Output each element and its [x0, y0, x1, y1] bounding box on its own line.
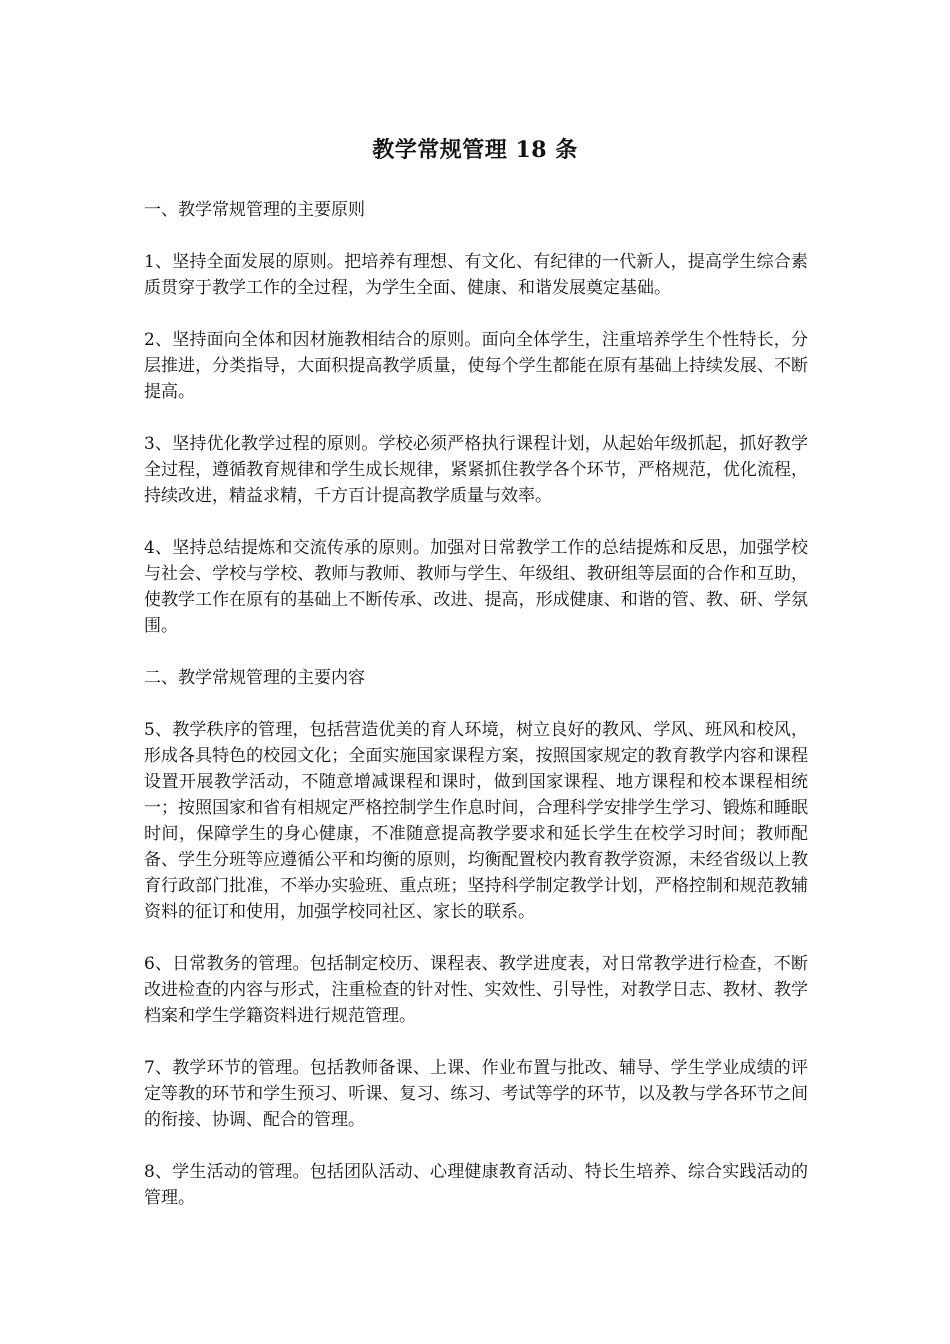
paragraph-item-3: 3、坚持优化教学过程的原则。学校必须严格执行课程计划，从起始年级抓起，抓好教学全过程，遵循教育规律和学生成长规律，紧紧抓住教学各个环节，严格规范，优化流程，持续改进，精益求精，千方百计提高教学质量与效率。 — [144, 434, 808, 506]
paragraph-item-1: 1、坚持全面发展的原则。把培养有理想、有文化、有纪律的一代新人，提高学生综合素质贯穿于教学工作的全过程，为学生全面、健康、和谐发展奠定基础。 — [144, 252, 808, 298]
paragraph-item-5: 5、教学秩序的管理，包括营造优美的育人环境，树立良好的教风、学风、班风和校风，形成各具特色的校园文化；全面实施国家课程方案，按照国家规定的教育教学内容和课程设置开展教学活动，不随意增减课程和课时，做到国家课程、地方课程和校本课程相统一；按照国家和省有相规定严格控制学生作息时间，合理科学安排学生学习、锻炼和睡眠时间，保障学生的身心健康，不准随意提高教学要求和延长学生在校学习时间；教师配备、学生分班等应遵循公平和均衡的原则，均衡配置校内教育教学资源，未经省级以上教育行政部门批准，不举办实验班、重点班；坚持科学制定教学计划，严格控制和规范教辅资料的征订和使用，加强学校同社区、家长的联系。 — [144, 720, 808, 922]
section-heading-contents: 二、教学常规管理的主要内容 — [144, 668, 365, 688]
paragraph-item-4: 4、坚持总结提炼和交流传承的原则。加强对日常教学工作的总结提炼和反思，加强学校与社会、学校与学校、教师与教师、教师与学生、年级组、教研组等层面的合作和互助，使教学工作在原有的基础上不断传承、改进、提高，形成健康、和谐的管、教、研、学氛围。 — [144, 538, 808, 636]
paragraph-item-8: 8、学生活动的管理。包括团队活动、心理健康教育活动、特长生培养、综合实践活动的管理。 — [144, 1162, 808, 1208]
section-heading-principles: 一、教学常规管理的主要原则 — [144, 200, 365, 220]
document-title: 教学常规管理 18 条 — [372, 137, 578, 163]
paragraph-item-6: 6、日常教务的管理。包括制定校历、课程表、教学进度表，对日常教学进行检查，不断改进检查的内容与形式，注重检查的针对性、实效性、引导性，对教学日志、教材、教学档案和学生学籍资料进行规范管理。 — [144, 954, 808, 1026]
document-body — [144, 197, 808, 1237]
paragraph-item-7: 7、教学环节的管理。包括教师备课、上课、作业布置与批改、辅导、学生学业成绩的评定等教的环节和学生预习、听课、复习、练习、考试等学的环节，以及教与学各环节之间的衔接、协调、配合的管理。 — [144, 1058, 808, 1130]
paragraph-item-2: 2、坚持面向全体和因材施教相结合的原则。面向全体学生，注重培养学生个性特长，分层推进，分类指导，大面积提高教学质量，使每个学生都能在原有基础上持续发展、不断提高。 — [144, 330, 808, 402]
